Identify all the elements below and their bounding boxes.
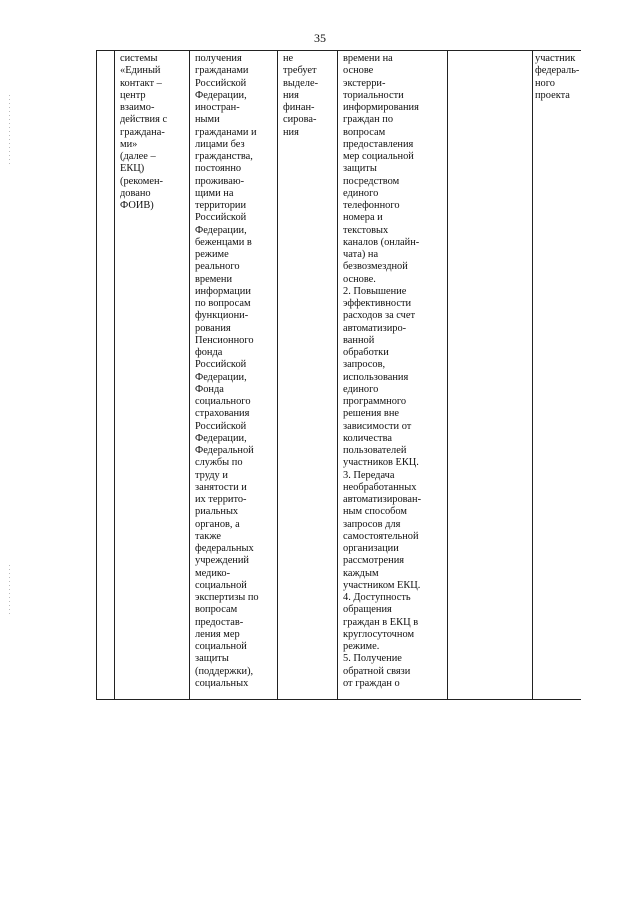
table-column-number bbox=[97, 51, 115, 699]
table-column-empty bbox=[448, 51, 533, 699]
table-cell: не требует выделе- ния финан- сирова- ния bbox=[283, 53, 319, 138]
table-column-funding bbox=[278, 51, 338, 699]
table-cell: системы «Единый контакт – центр взаимо- действия с граждана- ми» (далее – ЕКЦ) (рекомен- довано ФОИВ) bbox=[120, 53, 168, 211]
table-cell bbox=[97, 51, 114, 53]
table-column-name bbox=[115, 51, 190, 699]
table-cell: получения гражданами Российской Федерации, иностран- ными гражданами и лицами без гражданства, постоянно проживаю- щими на территории Российской Федерации, беженцами в режиме реального времени информации по вопросам функциони- рования Пенсионного фонда Российской Федерации, Фонда социального страхования Российской Федерации, Федеральной службы по труду и занятости и их террито- риальных органов, а также федеральных учреждений медико- социальной экспертизы по вопросам предостав- ления мер социальной защиты (поддержки), социальных bbox=[195, 53, 259, 689]
content-table bbox=[96, 50, 581, 700]
binding-margin-mark bbox=[9, 95, 10, 165]
binding-margin-mark bbox=[9, 565, 10, 615]
page-number: 35 bbox=[314, 31, 326, 45]
table-column-results bbox=[338, 51, 448, 699]
table-cell: времени на основе экстерри- ториальности информирования граждан по вопросам предоставления мер социальной защиты посредством единого телефонного номера и текстовых каналов (онлайн- чата) на безвозмездной основе. 2. Повышение эффективности расходов за счет автоматизиро- ванной обработки запросов, использования единого программного решения вне зависимости от количества пользователей участников ЕКЦ. 3. Передача необработанных автоматизирован- ным способом запросов для самостоятельной организации рассмотрения каждым участником ЕКЦ. 4. Доступность обращения граждан в ЕКЦ в круглосуточном режиме. 5. Получение обратной связи от граждан о bbox=[343, 53, 422, 689]
table-column-description bbox=[190, 51, 278, 699]
table-cell: участник федераль- ного проекта bbox=[535, 53, 580, 101]
table-column-status bbox=[533, 51, 582, 699]
table-cell bbox=[448, 51, 532, 53]
